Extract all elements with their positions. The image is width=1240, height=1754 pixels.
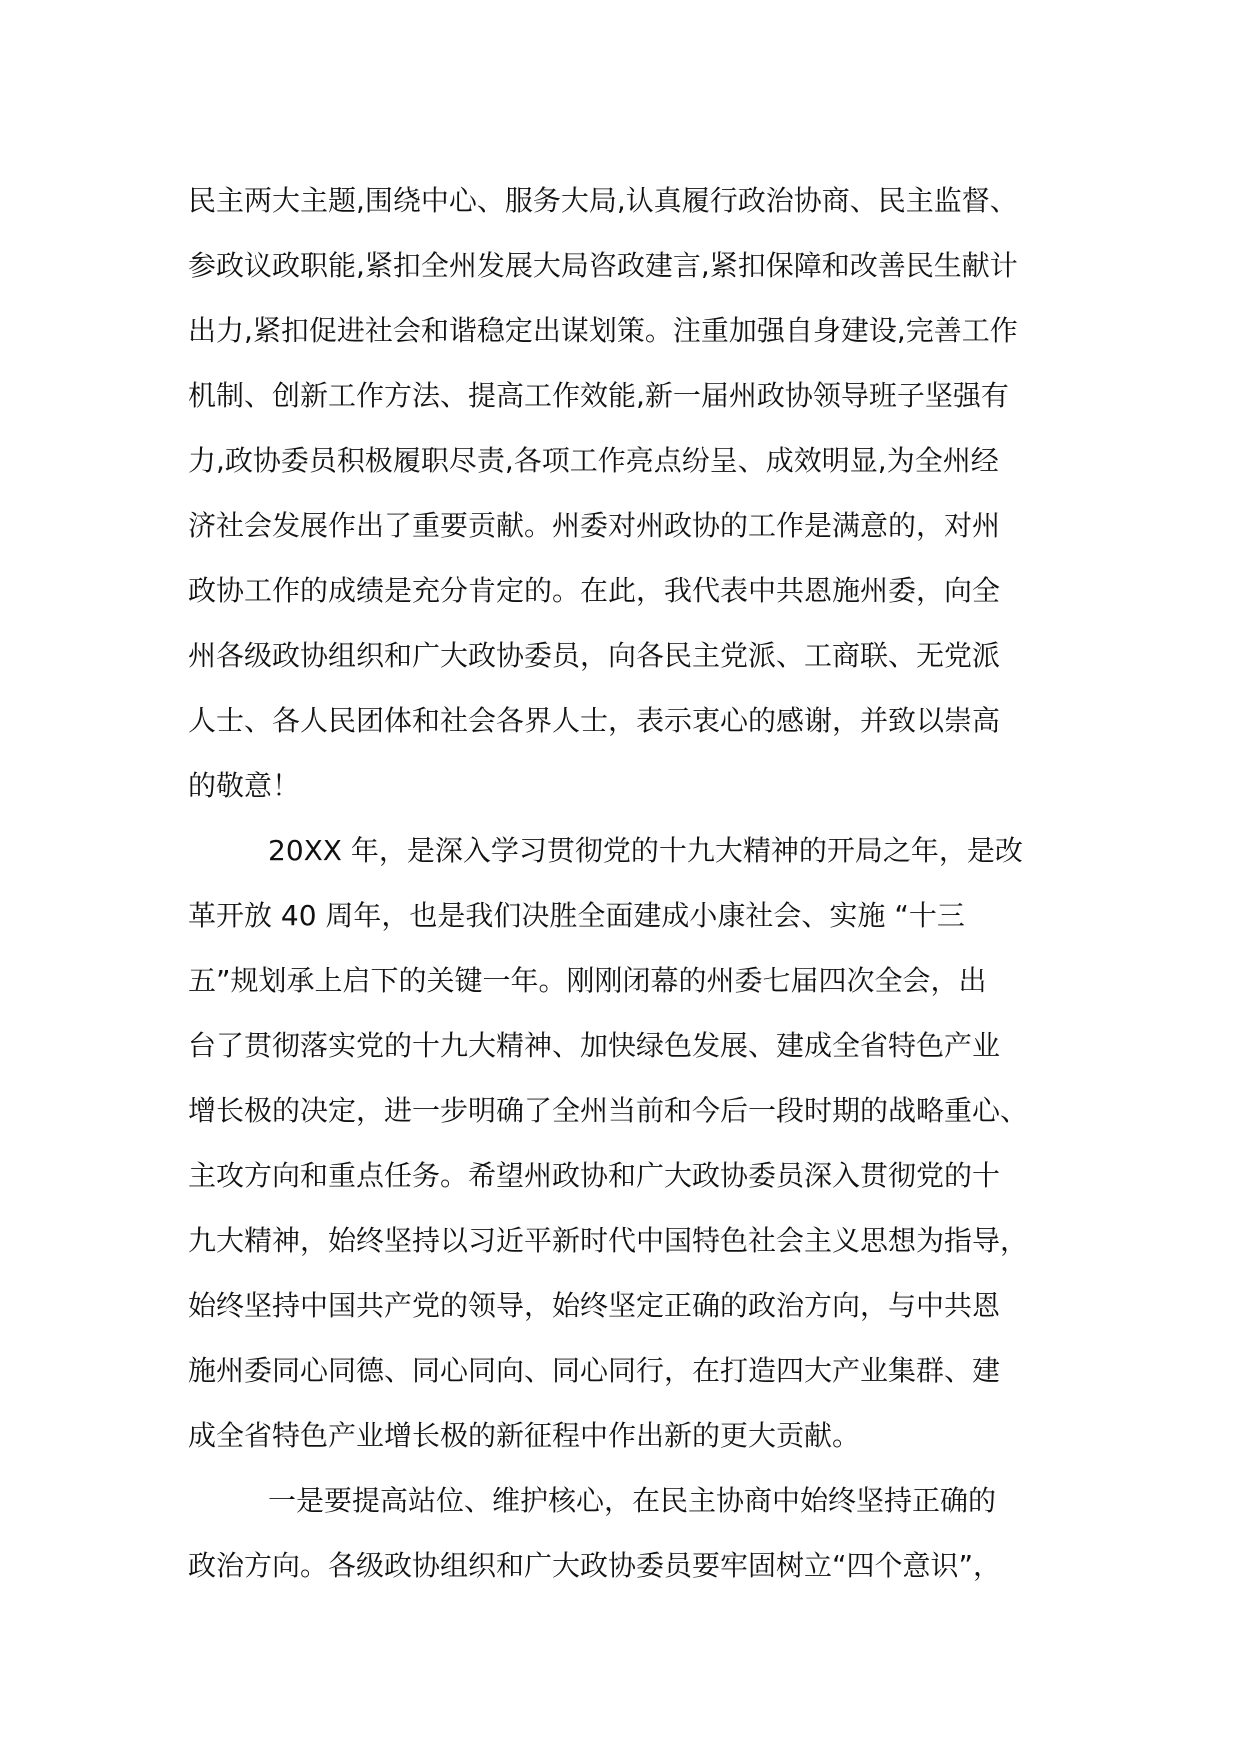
text-line: 参政议政职能,紧扣全州发展大局咨政建言,紧扣保障和改善民生献计 — [188, 249, 1018, 282]
text-line: 主攻方向和重点任务。希望州政协和广大政协委员深入贯彻党的十 — [188, 1159, 1001, 1192]
document-body — [188, 168, 1078, 1598]
text-line: 台了贯彻落实党的十九大精神、加快绿色发展、建成全省特色产业 — [188, 1029, 1001, 1062]
text-line: 民主两大主题,围绕中心、服务大局,认真履行政治协商、民主监督、 — [188, 184, 1018, 217]
text-line: 济社会发展作出了重要贡献。州委对州政协的工作是满意的，对州 — [188, 509, 1001, 542]
text-line: 出力,紧扣促进社会和谐稳定出谋划策。注重加强自身建设,完善工作 — [188, 314, 1018, 347]
paragraph-start-line: 20XX 年，是深入学习贯彻党的十九大精神的开局之年，是改 — [268, 834, 1023, 867]
text-line: 施州委同心同德、同心同向、同心同行，在打造四大产业集群、建 — [188, 1354, 1001, 1387]
text-line: 始终坚持中国共产党的领导，始终坚定正确的政治方向，与中共恩 — [188, 1289, 1001, 1322]
text-line: 政治方向。各级政协组织和广大政协委员要牢固树立“四个意识”， — [188, 1549, 1002, 1582]
paragraph-start-line: 一是要提高站位、维护核心，在民主协商中始终坚持正确的 — [268, 1484, 997, 1517]
text-line: 成全省特色产业增长极的新征程中作出新的更大贡献。 — [188, 1419, 861, 1452]
text-line: 增长极的决定，进一步明确了全州当前和今后一段时期的战略重心、 — [188, 1094, 1029, 1127]
text-line: 政协工作的成绩是充分肯定的。在此，我代表中共恩施州委，向全 — [188, 574, 1001, 607]
text-line: 力,政协委员积极履职尽责,各项工作亮点纷呈、成效明显,为全州经 — [188, 444, 999, 477]
text-line: 州各级政协组织和广大政协委员，向各民主党派、工商联、无党派 — [188, 639, 1001, 672]
text-line: 九大精神，始终坚持以习近平新时代中国特色社会主义思想为指导， — [188, 1224, 1029, 1257]
text-line: 机制、创新工作方法、提高工作效能,新一届州政协领导班子坚强有 — [188, 379, 1009, 412]
text-line: 人士、各人民团体和社会各界人士，表示衷心的感谢，并致以崇高 — [188, 704, 1001, 737]
text-line: 的敬意！ — [188, 769, 301, 802]
text-line: 革开放 40 周年，也是我们决胜全面建成小康社会、实施 “十三 — [188, 899, 965, 932]
text-line: 五”规划承上启下的关键一年。刚刚闭幕的州委七届四次全会，出 — [188, 964, 987, 997]
